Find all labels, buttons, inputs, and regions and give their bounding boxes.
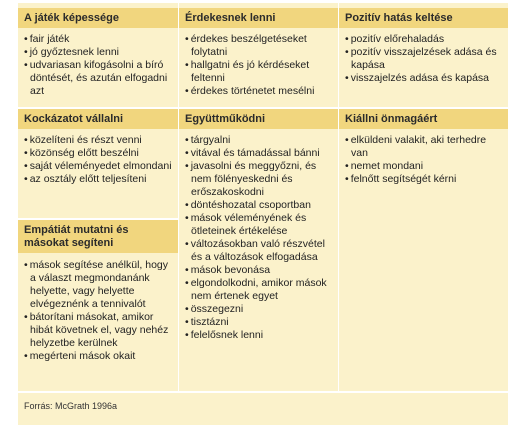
- header-being-interesting: Érdekesnek lenni: [179, 8, 338, 28]
- list-game-skills: [24, 33, 174, 98]
- list-item: • tárgyalni: [185, 134, 335, 147]
- list-item: • megérteni mások okait: [24, 350, 176, 363]
- list-item: • nemet mondani: [345, 160, 503, 173]
- list-cooperation: [185, 134, 335, 342]
- header-positive-impression: Pozitív hatás keltése: [339, 8, 508, 28]
- list-item: • pozitív előrehaladás: [345, 33, 503, 46]
- list-item: • döntéshozatal csoportban: [185, 199, 335, 212]
- list-positive-impression: [345, 33, 503, 85]
- list-item: • érdekes történetet mesélni: [185, 85, 335, 98]
- column-divider: [338, 3, 339, 391]
- list-item: • bátorítani másokat, amikor hibát követnek el, vagy nehéz helyzetbe kerülnek: [24, 311, 176, 350]
- list-item: • hallgatni és jó kérdéseket feltenni: [185, 59, 335, 85]
- list-item: • az osztály előtt teljesíteni: [24, 173, 174, 186]
- list-item: • felelősnek lenni: [185, 329, 335, 342]
- row-divider: [18, 391, 508, 393]
- list-item: • tisztázni: [185, 316, 335, 329]
- header-cooperation: Együttműködni: [179, 109, 338, 129]
- source-note: Forrás: McGrath 1996a: [24, 401, 118, 411]
- list-item: • pozitív visszajelzések adása és kapása: [345, 46, 503, 72]
- list-item: • udvariasan kifogásolni a bíró döntését, és azután elfogadni azt: [24, 59, 174, 98]
- list-item: • jó győztesnek lenni: [24, 46, 174, 59]
- header-stand-up: Kiállni önmagáért: [339, 109, 508, 129]
- list-item: • visszajelzés adása és kapása: [345, 72, 503, 85]
- list-stand-up: [345, 134, 503, 186]
- header-risk-taking: Kockázatot vállalni: [18, 109, 178, 129]
- list-item: • mások véleményének és ötleteinek értékelése: [185, 212, 335, 238]
- header-empathy: Empátiát mutatni és másokat segíteni: [18, 220, 178, 253]
- list-being-interesting: [185, 33, 335, 98]
- list-risk-taking: [24, 134, 174, 186]
- list-item: • elküldeni valakit, aki terhedre van: [345, 134, 503, 160]
- list-item: • érdekes beszélgetéseket folytatni: [185, 33, 335, 59]
- list-item: • mások bevonása: [185, 264, 335, 277]
- list-item: • saját véleményedet elmondani: [24, 160, 174, 173]
- list-item: • elgondolkodni, amikor mások nem értenek egyet: [185, 277, 335, 303]
- list-item: • mások segítése anélkül, hogy a választ megmondanánk helyette, vagy helyette elvégeznénk a tennivalót: [24, 259, 176, 311]
- column-divider: [178, 3, 179, 391]
- list-empathy: [24, 259, 176, 363]
- list-item: • változásokban való részvétel és a változások elfogadása: [185, 238, 335, 264]
- skills-table: [18, 3, 508, 425]
- list-item: • közönség előtt beszélni: [24, 147, 174, 160]
- header-game-skills: A játék képessége: [18, 8, 178, 28]
- list-item: • felnőtt segítségét kérni: [345, 173, 503, 186]
- list-item: • fair játék: [24, 33, 174, 46]
- list-item: • közelíteni és részt venni: [24, 134, 174, 147]
- list-item: • vitával és támadással bánni: [185, 147, 335, 160]
- list-item: • összegezni: [185, 303, 335, 316]
- list-item: • javasolni és meggyőzni, és nem fölényeskedni és erőszakoskodni: [185, 160, 335, 199]
